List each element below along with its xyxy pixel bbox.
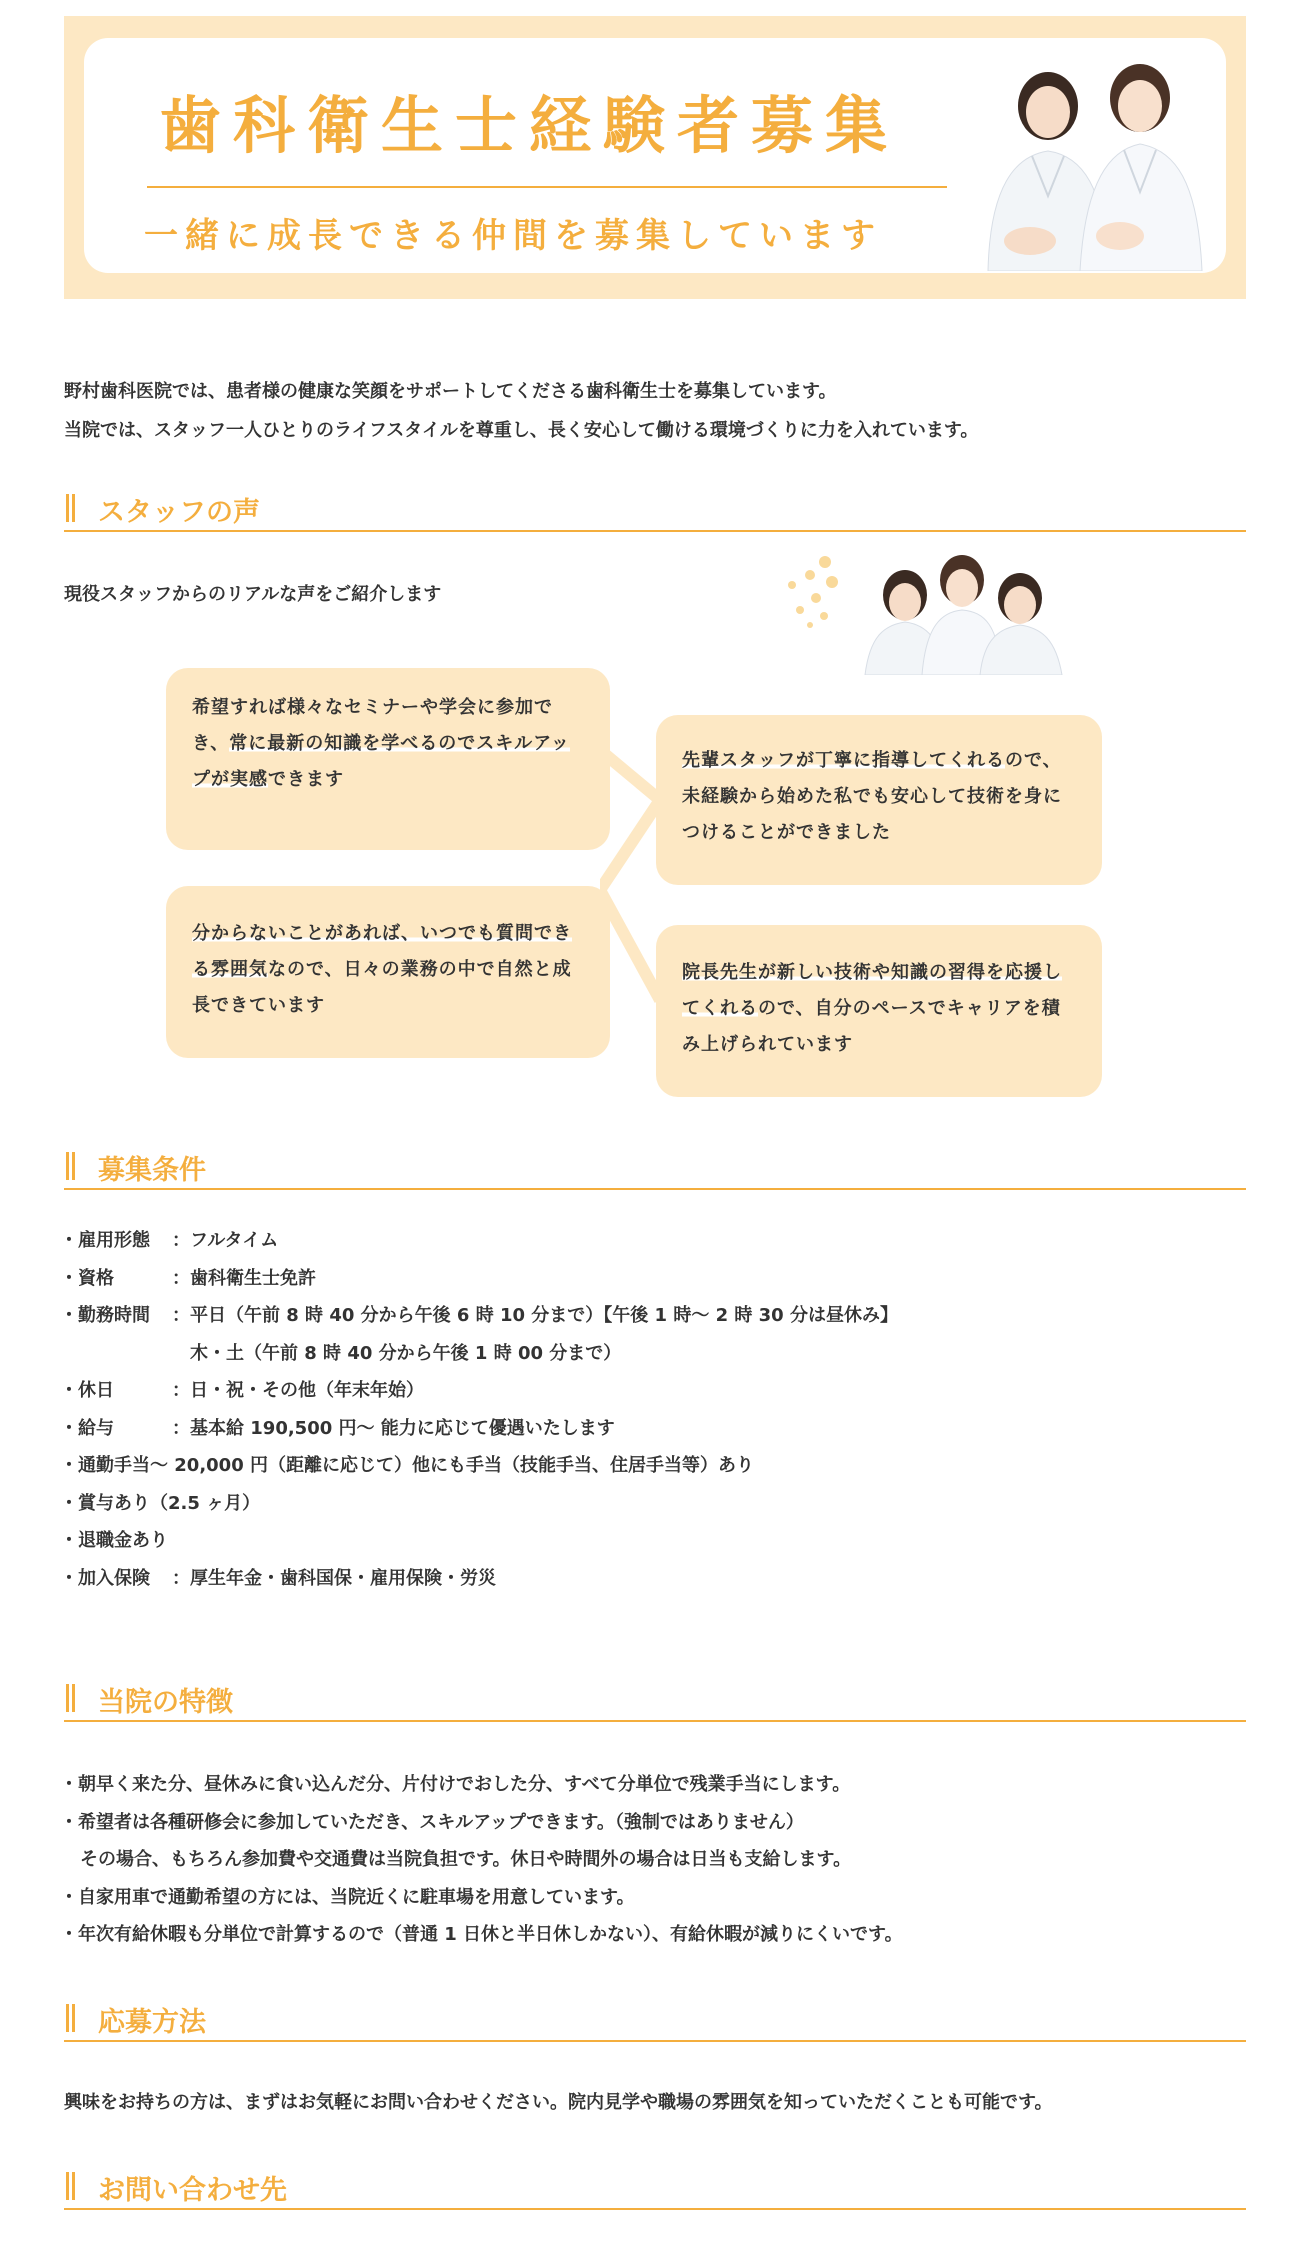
condition-value: 木・土（午前 8 時 40 分から午後 1 時 00 分まで）: [172, 1342, 622, 1364]
condition-key: ・雇用形態: [60, 1230, 150, 1251]
voice-highlight: 常に最新の知識を学べるのでスキルアップが実感: [192, 733, 570, 790]
condition-key: ・加入保険: [60, 1567, 150, 1589]
section-title: スタッフの声: [98, 497, 260, 528]
condition-row: [60, 1560, 898, 1598]
heading-bar: [66, 1684, 69, 1712]
conditions-list: [60, 1222, 898, 1597]
condition-value: ：歯科衛生士免許: [172, 1267, 316, 1289]
voice-text-part: なので、日々の業務の中で自然と成長できています: [192, 959, 572, 1016]
voice-text: [192, 916, 584, 1024]
voice-text: [192, 690, 584, 798]
section-heading-contact: [64, 2164, 1246, 2210]
heading-bar: [66, 494, 69, 522]
staff-group-photo: [780, 550, 1070, 675]
hygienists-photo: [970, 46, 1210, 271]
section-heading-conditions: [64, 1144, 1246, 1190]
section-heading-apply: [64, 1996, 1246, 2042]
hero-title: 歯科衛生士経験者募集: [159, 89, 900, 162]
heading-bar: [66, 2172, 69, 2200]
voice-highlight: 院長先生が新しい技術や知識の習得を応援してくれる: [682, 962, 1062, 1019]
condition-row: [60, 1222, 898, 1260]
heading-bar: [72, 494, 75, 522]
condition-value: ：平日（午前 8 時 40 分から午後 6 時 10 分まで）【午後 1 時〜 2 時 30 分は昼休み】: [172, 1305, 898, 1326]
feature-line: その場合、もちろん参加費や交通費は当院負担です。休日や時間外の場合は日当も支給します。: [80, 1849, 852, 1870]
voice-text-part: ので、自分のペースでキャリアを積み上げられています: [682, 998, 1061, 1055]
condition-row: [60, 1447, 898, 1485]
heading-bar: [72, 1684, 75, 1712]
voice-bubble: [166, 668, 610, 850]
feature-line: ・希望者は各種研修会に参加していただき、スキルアップできます。（強制ではありません）: [60, 1811, 804, 1833]
condition-row: [60, 1522, 898, 1560]
feature-line: ・朝早く来た分、昼休みに食い込んだ分、片付けでおした分、すべて分単位で残業手当にします。: [60, 1774, 851, 1795]
condition-key: ・賞与あり（2.5 ヶ月）: [60, 1492, 261, 1514]
condition-key: ・資格: [60, 1267, 114, 1289]
condition-value: ：フルタイム: [172, 1230, 279, 1251]
hero-banner: [64, 16, 1246, 299]
heading-bar: [72, 1152, 75, 1180]
condition-value: ：基本給 190,500 円〜 能力に応じて優遇いたします: [172, 1417, 615, 1439]
condition-value: ：厚生年金・歯科国保・雇用保険・労災: [172, 1567, 496, 1589]
section-title: お問い合わせ先: [98, 2175, 287, 2206]
heading-bar: [66, 1152, 69, 1180]
condition-row: [60, 1485, 898, 1523]
apply-text: 興味をお持ちの方は、まずはお気軽にお問い合わせください。院内見学や職場の雰囲気を知っていただくことも可能です。: [64, 2092, 1053, 2113]
voice-text-part: できます: [268, 769, 344, 790]
voices-lead: 現役スタッフからのリアルな声をご紹介します: [64, 584, 442, 605]
condition-key: ・退職金あり: [60, 1530, 168, 1551]
intro-line: 当院では、スタッフ一人ひとりのライフスタイルを尊重し、長く安心して働ける環境づくりに力を入れています。: [64, 420, 979, 441]
condition-key: ・勤務時間: [60, 1305, 150, 1326]
feature-line: ・年次有給休暇も分単位で計算するので（普通 1 日休と半日休しかない）、有給休暇が減りにくいです。: [60, 1924, 903, 1945]
section-title: 応募方法: [98, 2007, 206, 2038]
voice-highlight: 分からないことがあれば、いつでも質問できる雰囲気: [192, 923, 572, 980]
condition-key: ・休日: [60, 1380, 114, 1401]
condition-row: [60, 1297, 898, 1335]
feature-line: ・自家用車で通勤希望の方には、当院近くに駐車場を用意しています。: [60, 1886, 635, 1908]
voice-highlight: 先輩スタッフが丁寧に指導してくれる: [682, 750, 1005, 771]
heading-bar: [72, 2004, 75, 2032]
hero-divider: [147, 186, 947, 188]
voice-bubble: [656, 925, 1102, 1097]
condition-row: [60, 1335, 898, 1373]
voice-text-part: ので、未経験から始めた私でも安心して技術を身につけることができました: [682, 750, 1062, 843]
section-title: 募集条件: [98, 1155, 206, 1186]
condition-key: ・給与: [60, 1417, 114, 1439]
section-title: 当院の特徴: [98, 1687, 233, 1718]
features-list: [60, 1766, 903, 1954]
hero-subtitle: 一緒に成長できる仲間を募集しています: [144, 216, 882, 256]
voice-bubble: [166, 886, 610, 1058]
section-heading-features: [64, 1676, 1246, 1722]
intro-line: 野村歯科医院では、患者様の健康な笑顔をサポートしてくださる歯科衛生士を募集しています。: [64, 381, 837, 402]
condition-row: [60, 1410, 898, 1448]
condition-value: ：日・祝・その他（年末年始）: [172, 1380, 424, 1401]
section-heading-voices: [64, 486, 1246, 532]
heading-bar: [72, 2172, 75, 2200]
heading-bar: [66, 2004, 69, 2032]
hero-card: [84, 38, 1226, 273]
condition-key: ・通勤手当〜 20,000 円（距離に応じて）他にも手当（技能手当、住居手当等）あり: [60, 1455, 754, 1476]
voice-text: [682, 955, 1076, 1063]
voice-text: [682, 743, 1076, 851]
condition-row: [60, 1372, 898, 1410]
condition-key: [60, 1335, 172, 1373]
voice-bubble: [656, 715, 1102, 885]
condition-row: [60, 1260, 898, 1298]
intro-text: [64, 372, 1246, 450]
voice-text-part: 希望すれば様々なセミナーや学会に参加でき、: [192, 697, 553, 754]
